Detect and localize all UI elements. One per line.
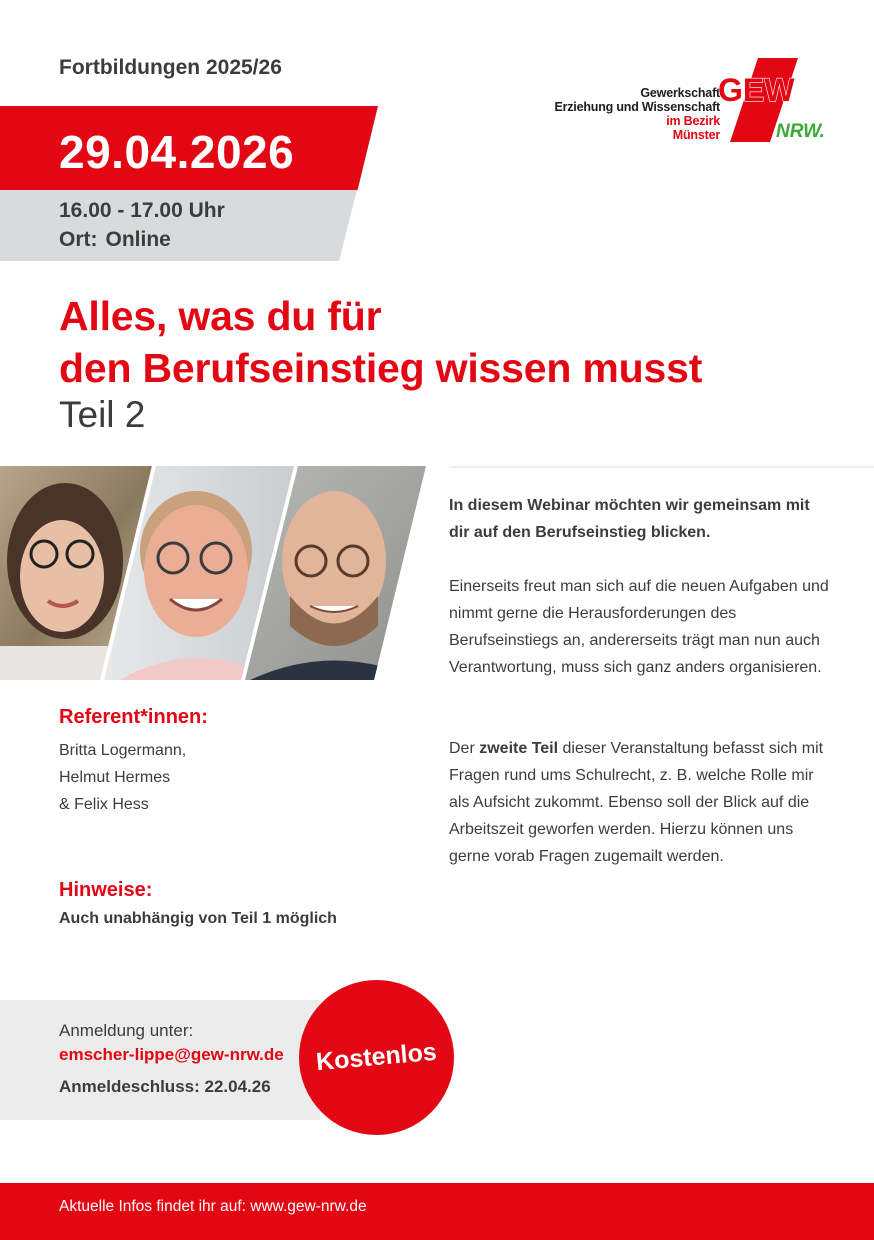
divider (449, 466, 874, 468)
gew-nrw-logo-mark (710, 55, 830, 150)
series-title: Fortbildungen 2025/26 (59, 56, 282, 79)
logo-gew-text: GEW (718, 72, 795, 108)
speakers-label: Referent*innen: (59, 706, 208, 728)
speaker-1: Britta Logermann, (59, 742, 187, 759)
registration-deadline: Anmeldeschluss: 22.04.26 (59, 1077, 271, 1096)
free-badge-label: Kostenlos (315, 1037, 438, 1077)
gew-logo[interactable] (520, 55, 830, 150)
logo-line-3: im Bezirk (666, 114, 720, 128)
subtitle: Teil 2 (59, 394, 146, 435)
place-value: Online (105, 228, 171, 251)
footer-text[interactable]: Aktuelle Infos findet ihr auf: www.gew-nrw.de (59, 1198, 367, 1215)
speaker-photos (0, 466, 426, 680)
title-line-1: Alles, was du für (59, 293, 382, 339)
place-label: Ort: (59, 228, 98, 251)
notes-text: Auch unabhängig von Teil 1 möglich (59, 910, 337, 927)
registration-email-link[interactable]: emscher-lippe@gew-nrw.de (59, 1045, 284, 1064)
title-line-2: den Berufseinstieg wissen musst (59, 345, 703, 391)
description-paragraph-2 (449, 735, 829, 870)
description-paragraph-1: Einerseits freut man sich auf die neuen Aufgaben und nimmt gerne die Herausforderungen des Berufseinstiegs an, andererseits trägt man nun auch Verantwortung, muss sich ganz anders organisieren. (449, 578, 829, 676)
logo-line-1: Gewerkschaft (640, 86, 720, 100)
para2-post: dieser Veranstaltung befasst sich mit Fragen rund ums Schulrecht, z. B. welche Rolle mir als Aufsicht zukommt. Ebenso soll der Blick auf die Arbeitszeit geworfen werden. Hierzu können uns gerne vorab Fragen zugemailt werden. (449, 740, 824, 865)
logo-line-2: Erziehung und Wissenschaft (554, 100, 720, 114)
free-badge (299, 980, 454, 1135)
registration-label: Anmeldung unter: (59, 1021, 194, 1040)
logo-nrw-text: NRW. (776, 121, 825, 142)
logo-line-4: Münster (672, 128, 720, 142)
page-title (59, 290, 702, 394)
speaker-list (59, 737, 186, 818)
notes-label: Hinweise: (59, 879, 153, 901)
para2-pre: Der (449, 740, 480, 757)
event-date: 29.04.2026 (59, 126, 295, 178)
speaker-3: & Felix Hess (59, 796, 149, 813)
logo-text (554, 86, 720, 142)
para2-bold: zweite Teil (479, 740, 559, 757)
event-place (59, 228, 171, 252)
event-time: 16.00 - 17.00 Uhr (59, 199, 225, 222)
description-intro: In diesem Webinar möchten wir gemeinsam mit dir auf den Berufseinstieg blicken. (449, 497, 810, 541)
speaker-2: Helmut Hermes (59, 769, 171, 786)
